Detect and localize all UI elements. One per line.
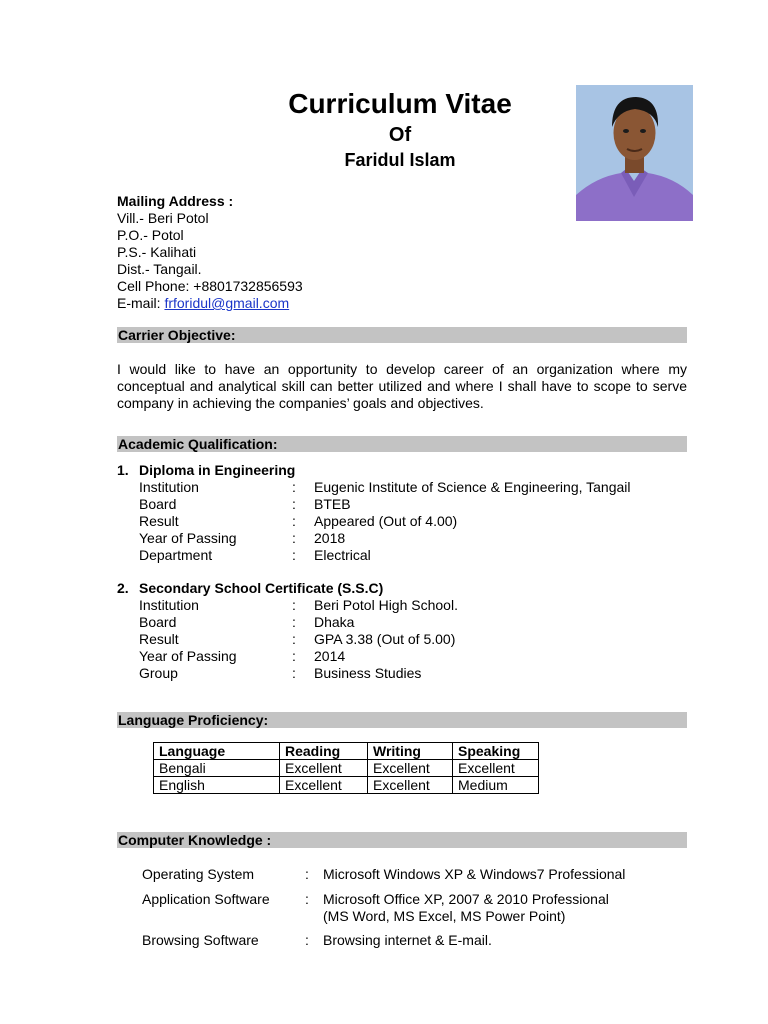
- table-cell: Excellent: [368, 777, 453, 794]
- field-label: Department: [139, 547, 213, 563]
- separator: :: [305, 891, 309, 907]
- qualification-title: Secondary School Certificate (S.S.C): [139, 580, 384, 596]
- field-value: Electrical: [314, 547, 371, 563]
- address-line: Vill.- Beri Potol: [117, 210, 209, 226]
- column-header: Writing: [368, 743, 453, 760]
- table-cell: Excellent: [368, 760, 453, 777]
- field-value: GPA 3.38 (Out of 5.00): [314, 631, 456, 647]
- field-value: Business Studies: [314, 665, 422, 681]
- column-header: Reading: [280, 743, 368, 760]
- field-label: Application Software: [142, 891, 270, 907]
- table-cell: Excellent: [453, 760, 539, 777]
- document-of: Of: [388, 124, 412, 146]
- field-value: Dhaka: [314, 614, 355, 630]
- address-line: P.S.- Kalihati: [117, 244, 197, 260]
- email-link[interactable]: frforidul@gmail.com: [164, 295, 290, 311]
- separator: :: [292, 597, 296, 613]
- field-value-continued: (MS Word, MS Excel, MS Power Point): [323, 908, 566, 924]
- column-header: Speaking: [453, 743, 539, 760]
- table-cell: Excellent: [280, 760, 368, 777]
- separator: :: [292, 648, 296, 664]
- field-value: Browsing internet & E-mail.: [323, 932, 492, 948]
- separator: :: [305, 866, 309, 882]
- field-label: Result: [139, 631, 179, 647]
- field-value: Beri Potol High School.: [314, 597, 458, 613]
- field-label: Board: [139, 614, 177, 630]
- qualification-title: Diploma in Engineering: [139, 462, 296, 478]
- mailing-address-heading: Mailing Address :: [117, 193, 234, 209]
- field-label: Board: [139, 496, 177, 512]
- separator: :: [305, 932, 309, 948]
- objective-heading: Carrier Objective:: [117, 327, 687, 343]
- separator: :: [292, 614, 296, 630]
- separator: :: [292, 496, 296, 512]
- field-label: Browsing Software: [142, 932, 259, 948]
- objective-text: I would like to have an opportunity to develop career of an organization where my conceptual and analytical skill can better utilized and where I shall have to scope to serve company in achieving the companies’ goals and objectives.: [117, 361, 687, 411]
- qualification-number: 2.: [117, 580, 129, 596]
- field-label: Institution: [139, 479, 199, 495]
- email-line: [117, 295, 289, 312]
- field-value: 2014: [314, 648, 346, 664]
- separator: :: [292, 631, 296, 647]
- language-heading: Language Proficiency:: [117, 712, 687, 728]
- field-value: 2018: [314, 530, 346, 546]
- academic-heading: Academic Qualification:: [117, 436, 687, 452]
- table-header-row: [154, 743, 539, 760]
- table-cell: Bengali: [154, 760, 280, 777]
- table-cell: Excellent: [280, 777, 368, 794]
- field-label: Institution: [139, 597, 199, 613]
- document-title: Curriculum Vitae: [288, 88, 512, 119]
- email-label: E-mail:: [117, 295, 165, 311]
- field-value: Microsoft Office XP, 2007 & 2010 Professional: [323, 891, 609, 907]
- field-label: Group: [139, 665, 178, 681]
- profile-photo: [576, 85, 693, 221]
- field-value: BTEB: [314, 496, 351, 512]
- address-line: Dist.- Tangail.: [117, 261, 202, 277]
- field-value: Eugenic Institute of Science & Engineering, Tangail: [314, 479, 631, 495]
- separator: :: [292, 479, 296, 495]
- field-label: Result: [139, 513, 179, 529]
- table-cell: English: [154, 777, 280, 794]
- field-label: Year of Passing: [139, 648, 237, 664]
- table-row: [154, 777, 539, 794]
- computer-heading: Computer Knowledge :: [117, 832, 687, 848]
- separator: :: [292, 513, 296, 529]
- field-label: Year of Passing: [139, 530, 237, 546]
- field-value: Microsoft Windows XP & Windows7 Professional: [323, 866, 626, 882]
- separator: :: [292, 530, 296, 546]
- table-cell: Medium: [453, 777, 539, 794]
- field-label: Operating System: [142, 866, 255, 882]
- cell-phone: Cell Phone: +8801732856593: [117, 278, 303, 294]
- field-value: Appeared (Out of 4.00): [314, 513, 458, 529]
- candidate-name: Faridul Islam: [344, 150, 456, 170]
- column-header: Language: [154, 743, 280, 760]
- address-line: P.O.- Potol: [117, 227, 184, 243]
- separator: :: [292, 547, 296, 563]
- qualification-number: 1.: [117, 462, 129, 478]
- portrait-image: [576, 85, 693, 221]
- language-table: [153, 742, 539, 794]
- table-row: [154, 760, 539, 777]
- separator: :: [292, 665, 296, 681]
